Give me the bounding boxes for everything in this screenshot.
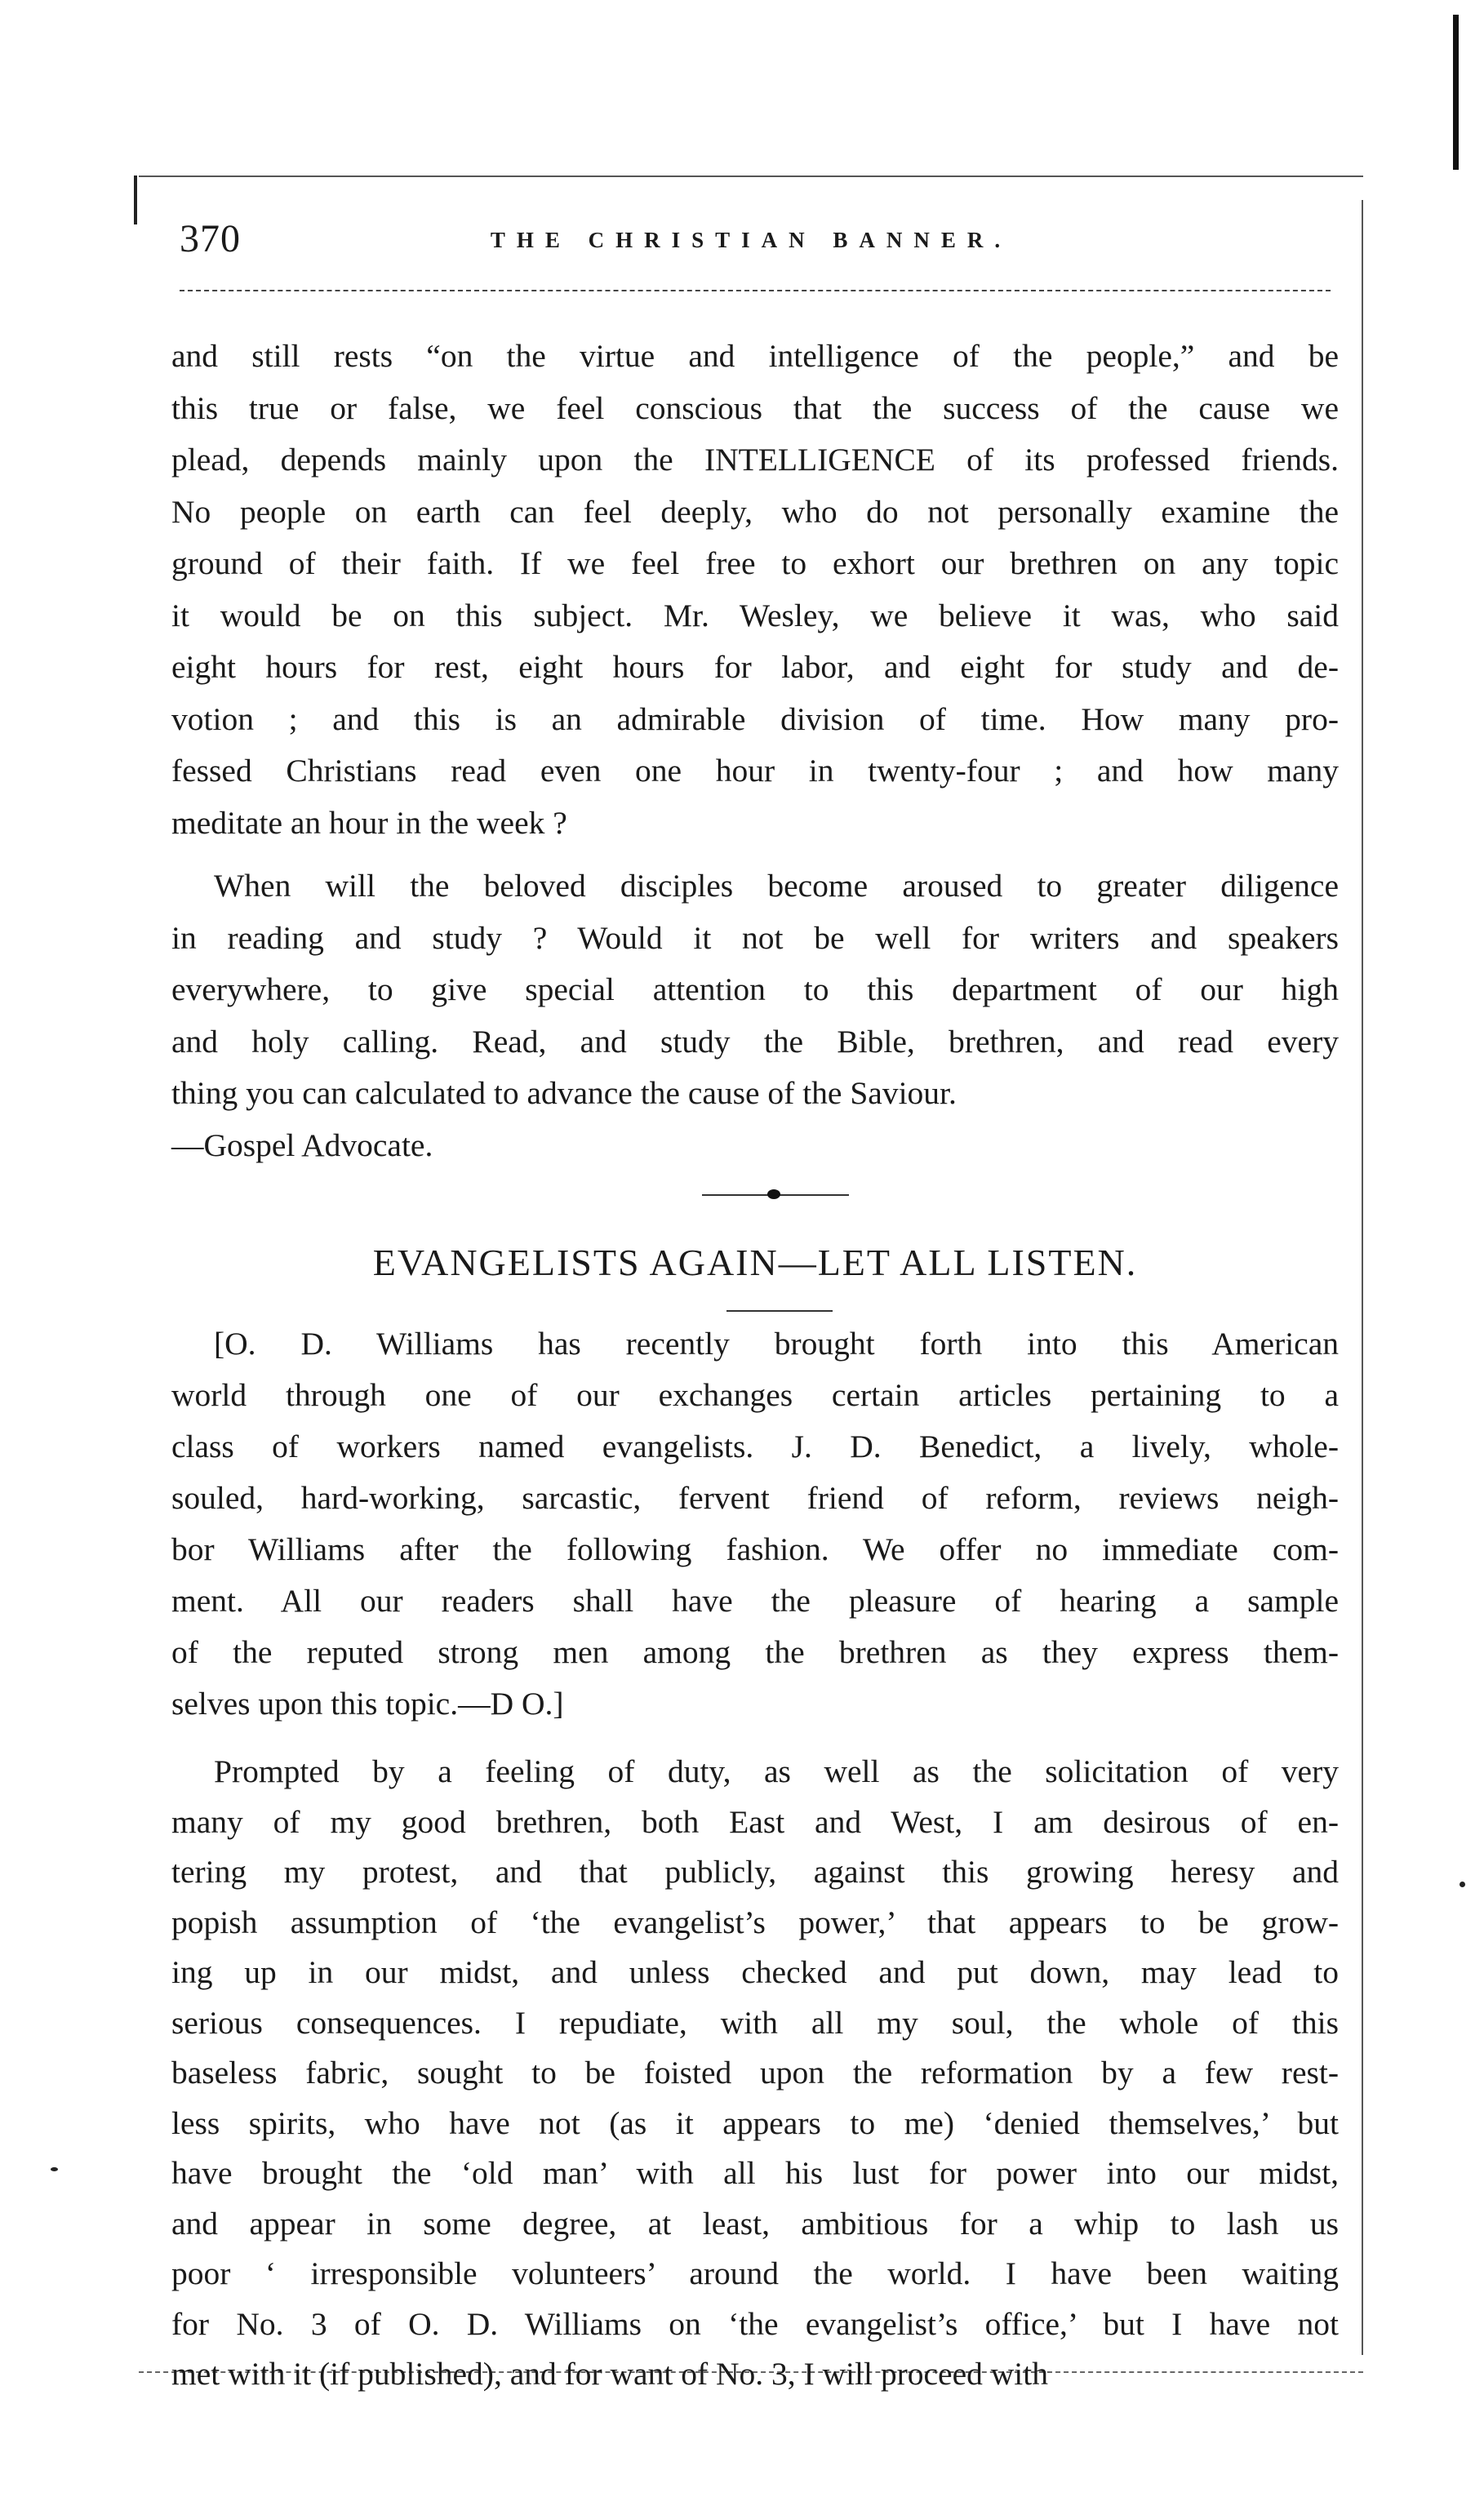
text-line: meditate an hour in the week ? (171, 804, 567, 841)
text-line: popish assumption of ‘the evangelist’s power,’ that appears to be grow- (171, 1904, 1339, 1940)
text-line: everywhere, to give special attention to this department of our high (171, 971, 1339, 1007)
text-line: ment. All our readers shall have the pleasure of hearing a sample (171, 1583, 1339, 1619)
text-line: fessed Christians read even one hour in twenty-four ; and how many (171, 753, 1339, 789)
frame-right-rule (1362, 200, 1363, 2355)
editor-note (171, 1318, 1339, 1730)
frame-corner-mark (134, 176, 137, 224)
text-line: When will the beloved disciples become aroused to greater diligence (214, 868, 1339, 904)
text-line: serious consequences. I repudiate, with all my soul, the whole of this (171, 2004, 1339, 2041)
text-line: thing you can calculated to advance the cause of the Saviour. (171, 1075, 957, 1111)
text-line: selves upon this topic.—D O.] (171, 1686, 564, 1722)
text-line: world through one of our exchanges certain articles pertaining to a (171, 1377, 1339, 1413)
divider-ornament (767, 1189, 780, 1199)
text-line: and holy calling. Read, and study the Bible, brethren, and read every (171, 1023, 1339, 1060)
text-line: and still rests “on the virtue and intelligence of the people,” and be (171, 338, 1339, 374)
text-line: met with it (if published), and for want of No. 3, I will proceed with (171, 2356, 1048, 2392)
text-line: of the reputed strong men among the brethren as they express them- (171, 1634, 1339, 1670)
text-line: many of my good brethren, both East and West, I am desirous of en- (171, 1803, 1339, 1840)
running-head: THE CHRISTIAN BANNER. (490, 228, 1012, 252)
ink-speck (1460, 1882, 1465, 1887)
paragraph (171, 331, 1339, 849)
text-line: souled, hard-working, sarcastic, fervent friend of reform, reviews neigh- (171, 1480, 1339, 1516)
text-line: votion ; and this is an admirable division of time. How many pro- (171, 700, 1339, 737)
text-line: plead, depends mainly upon the INTELLIGENCE of its professed friends. (171, 442, 1339, 478)
paragraph (171, 860, 1339, 1171)
section-heading: EVANGELISTS AGAIN—LET ALL LISTEN. (372, 1242, 1138, 1283)
page-edge-mark (1453, 15, 1459, 170)
header-rule (180, 290, 1331, 291)
ink-speck (51, 2167, 58, 2171)
text-line: tering my protest, and that publicly, against this growing heresy and (171, 1854, 1339, 1890)
text-line: baseless fabric, sought to be foisted upon the reformation by a few rest- (171, 2055, 1339, 2091)
paragraph (171, 1747, 1339, 2400)
text-line: this true or false, we feel conscious that the success of the cause we (171, 389, 1339, 426)
paragraph (171, 1318, 1339, 1730)
text-line: class of workers named evangelists. J. D. Benedict, a lively, whole- (171, 1429, 1339, 1464)
text-line: No people on earth can feel deeply, who do not personally examine the (171, 493, 1339, 530)
text-line: in reading and study ? Would it not be well for writers and speakers (171, 919, 1339, 956)
text-line: —Gospel Advocate. (171, 1126, 433, 1163)
text-line: poor ‘ irresponsible volunteers’ around the world. I have been waiting (171, 2255, 1339, 2291)
letter-text (171, 1747, 1339, 2400)
text-line: have brought the ‘old man’ with all his lust for power into our midst, (171, 2155, 1339, 2191)
page (139, 176, 1363, 2396)
text-line: ground of their faith. If we feel free to exhort our brethren on any topic (171, 545, 1339, 581)
text-line: [O. D. Williams has recently brought forth into this American (214, 1326, 1339, 1362)
frame-top-rule (139, 176, 1363, 177)
text-line: less spirits, who have not (as it appears to me) ‘denied themselves,’ but (171, 2104, 1339, 2141)
page-number: 370 (180, 217, 241, 260)
text-line: eight hours for rest, eight hours for labor, and eight for study and de- (171, 649, 1339, 685)
text-line: it would be on this subject. Mr. Wesley, we believe it was, who said (171, 597, 1339, 633)
text-line: and appear in some degree, at least, ambitious for a whip to lash us (171, 2205, 1339, 2242)
text-line: for No. 3 of O. D. Williams on ‘the evangelist’s office,’ but I have not (171, 2305, 1339, 2342)
heading-rule (726, 1310, 833, 1312)
page-header (180, 216, 1322, 273)
text-line: ing up in our midst, and unless checked and put down, may lead to (171, 1954, 1339, 1990)
text-line: Prompted by a feeling of duty, as well as the solicitation of very (214, 1753, 1339, 1789)
article-continuation (171, 331, 1339, 1171)
text-line: bor Williams after the following fashion. We offer no immediate com- (171, 1531, 1339, 1567)
